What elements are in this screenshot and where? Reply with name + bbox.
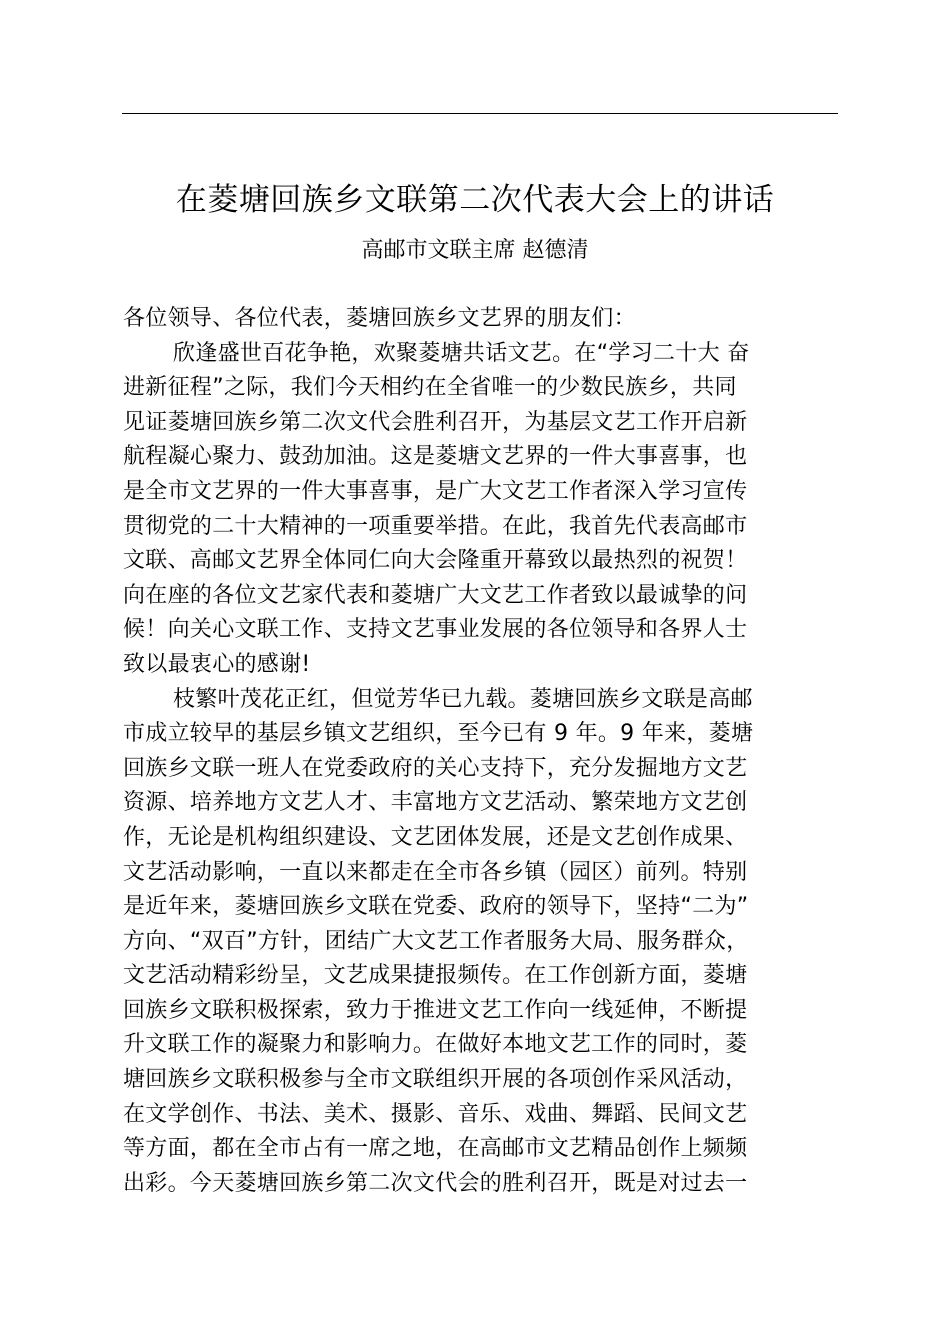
paragraph-line: 航程凝心聚力、鼓劲加油。这是菱塘文艺界的一件大事喜事，也	[123, 444, 748, 470]
paragraph-line: 回族乡文联积极探索，致力于推进文艺工作向一线延伸，不断提	[123, 997, 748, 1023]
paragraph-line: 方向、“双百”方针，团结广大文艺工作者服务大局、服务群众，	[123, 928, 749, 954]
paragraph-line: 向在座的各位文艺家代表和菱塘广大文艺工作者致以最诚挚的问	[123, 582, 748, 608]
paragraph-line: 文艺活动影响，一直以来都走在全市各乡镇（园区）前列。特别	[123, 859, 748, 885]
paragraph-line: 是全市文艺界的一件大事喜事，是广大文艺工作者深入学习宣传	[123, 478, 748, 504]
paragraph-line: 资源、培养地方文艺人才、丰富地方文艺活动、繁荣地方文艺创	[123, 790, 748, 816]
paragraph-line: 进新征程”之际，我们今天相约在全省唯一的少数民族乡，共同	[123, 375, 737, 401]
paragraph-line: 文联、高邮文艺界全体同仁向大会隆重开幕致以最热烈的祝贺！	[123, 548, 748, 574]
paragraph-line: 致以最衷心的感谢!	[123, 651, 311, 677]
header-rule	[122, 113, 838, 114]
document-body	[123, 302, 843, 1201]
author-line: 高邮市文联主席 赵德清	[361, 238, 589, 263]
paragraph-line: 回族乡文联一班人在党委政府的关心支持下，充分发掘地方文艺	[123, 755, 748, 781]
paragraph-line: 候！向关心文联工作、支持文艺事业发展的各位领导和各界人士	[123, 617, 748, 643]
paragraph-line: 市成立较早的基层乡镇文艺组织，至今已有 9 年。9 年来，菱塘	[123, 721, 754, 747]
paragraph-line: 作，无论是机构组织建设、文艺团体发展，还是文艺创作成果、	[123, 824, 748, 850]
paragraph-line: 见证菱塘回族乡第二次文代会胜利召开，为基层文艺工作开启新	[123, 409, 748, 435]
paragraph-line: 在文学创作、书法、美术、摄影、音乐、戏曲、舞蹈、民间文艺	[123, 1101, 748, 1127]
paragraph-line: 枝繁叶茂花正红，但觉芳华已九载。菱塘回族乡文联是高邮	[173, 686, 753, 712]
paragraph-line: 出彩。今天菱塘回族乡第二次文代会的胜利召开，既是对过去一	[123, 1170, 748, 1196]
paragraph-line: 文艺活动精彩纷呈，文艺成果捷报频传。在工作创新方面，菱塘	[123, 963, 748, 989]
paragraph-line: 贯彻党的二十大精神的一项重要举措。在此，我首先代表高邮市	[123, 513, 748, 539]
salutation-line: 各位领导、各位代表，菱塘回族乡文艺界的朋友们：	[123, 306, 636, 331]
paragraph-line: 是近年来，菱塘回族乡文联在党委、政府的领导下，坚持“二为”	[123, 894, 749, 920]
paragraph-line: 塘回族乡文联积极参与全市文联组织开展的各项创作采风活动，	[123, 1067, 748, 1093]
document-title: 在菱塘回族乡文联第二次代表大会上的讲话	[175, 182, 775, 218]
paragraph-line: 欣逢盛世百花争艳，欢聚菱塘共话文艺。在“学习二十大 奋	[173, 340, 750, 366]
paragraph-line: 升文联工作的凝聚力和影响力。在做好本地文艺工作的同时，菱	[123, 1032, 748, 1058]
paragraph-line: 等方面，都在全市占有一席之地，在高邮市文艺精品创作上频频	[123, 1136, 748, 1162]
